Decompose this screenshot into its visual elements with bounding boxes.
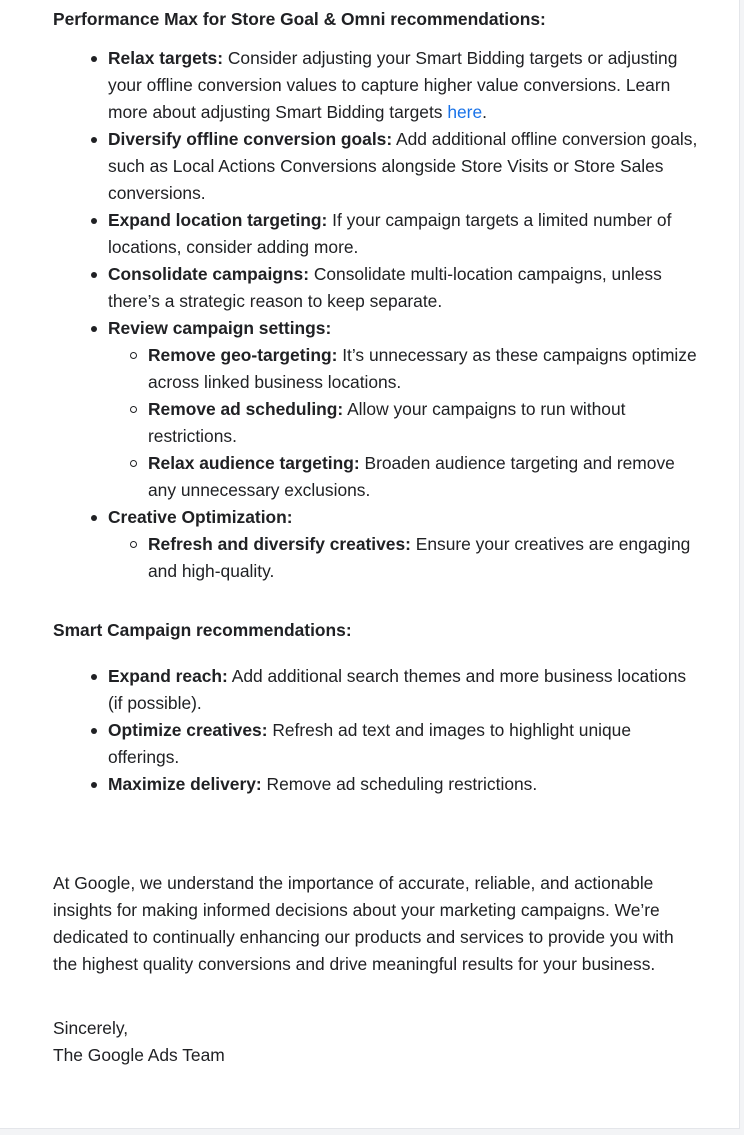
item-text: Consider adjusting your Smart Bidding targets or adjusting your offline conversion values to capture higher value conversions. Learn more about adjusting Smart Bidding targets (108, 48, 678, 122)
item-title: Expand location targeting: (108, 210, 328, 230)
signature: The Google Ads Team (53, 1045, 225, 1065)
item-title: Optimize creatives: (108, 720, 268, 740)
sub-list-item (108, 342, 698, 396)
list-item (53, 207, 698, 261)
sub-item-text: Broaden audience targeting and remove any unnecessary exclusions. (148, 453, 675, 500)
item-title: Relax targets: (108, 48, 224, 68)
sub-list (108, 342, 698, 504)
sub-list-item (108, 450, 698, 504)
list-item (53, 45, 698, 126)
list-item (53, 315, 698, 504)
sub-list-item (108, 531, 698, 585)
sub-item-title: Refresh and diversify creatives: (148, 534, 411, 554)
sub-item-text: Allow your campaigns to run without restrictions. (148, 399, 626, 446)
here-link[interactable]: here (447, 102, 483, 122)
item-text: Remove ad scheduling restrictions. (261, 774, 538, 794)
item-text: Add additional search themes and more business locations (if possible). (108, 666, 687, 713)
item-title: Creative Optimization: (108, 507, 293, 527)
item-text: Consolidate multi-location campaigns, unless there’s a strategic reason to keep separate. (108, 264, 662, 311)
sub-list-item (108, 396, 698, 450)
sub-list (108, 531, 698, 585)
closing-paragraph: At Google, we understand the importance of accurate, reliable, and actionable insights for making informed decisions about your marketing campaigns. We’re dedicated to continually enhancing our products and services to provide you with the highest quality conversions and drive meaningful results for your business. (53, 873, 674, 974)
item-title: Review campaign settings: (108, 318, 332, 338)
sub-item-title: Relax audience targeting: (148, 453, 360, 473)
item-title: Maximize delivery: (108, 774, 262, 794)
sub-item-title: Remove geo-targeting: (148, 345, 338, 365)
item-title: Diversify offline conversion goals: (108, 129, 393, 149)
list-item (53, 771, 698, 798)
list-item (53, 717, 698, 771)
item-title: Consolidate campaigns: (108, 264, 309, 284)
list-item (53, 504, 698, 585)
sub-item-title: Remove ad scheduling: (148, 399, 344, 419)
signoff: Sincerely, (53, 1018, 129, 1038)
item-title: Expand reach: (108, 666, 228, 686)
list-item (53, 261, 698, 315)
list-item (53, 126, 698, 207)
smart-recommendation-list (53, 663, 698, 798)
email-content (53, 6, 698, 1069)
item-text: Add additional offline conversion goals, such as Local Actions Conversions alongside Store Visits or Store Sales conversions. (108, 129, 698, 203)
sub-item-text: It’s unnecessary as these campaigns optimize across linked business locations. (148, 345, 697, 392)
sub-item-text: Ensure your creatives are engaging and high-quality. (148, 534, 691, 581)
list-item (53, 663, 698, 717)
pmax-recommendation-list (53, 45, 698, 585)
item-text: Refresh ad text and images to highlight unique offerings. (108, 720, 631, 767)
pmax-heading: Performance Max for Store Goal & Omni recommendations: (53, 9, 546, 29)
item-text: If your campaign targets a limited number of locations, consider adding more. (108, 210, 672, 257)
item-text-end: . (482, 102, 487, 122)
smart-heading: Smart Campaign recommendations: (53, 620, 352, 640)
